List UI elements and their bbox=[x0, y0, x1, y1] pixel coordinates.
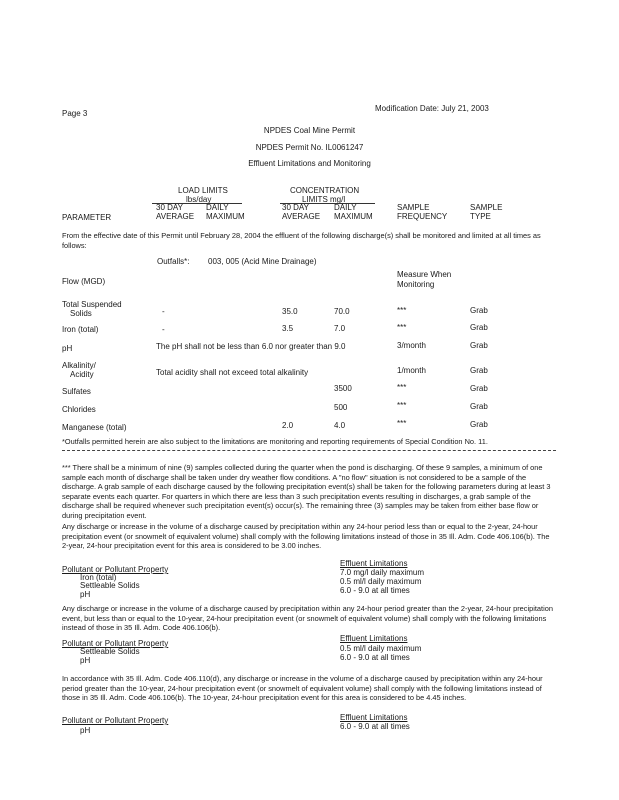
load-limits-heading: LOAD LIMITS bbox=[178, 186, 228, 195]
paragraph-greater-than-10-year: In accordance with 35 Ill. Adm. Code 406.110(d), any discharge or increase in the volume of a discharge caused by precipitation within any 24-hour period greater than the 10-year, 24-hour precipitation event (or snowmelt of equivalent volume) shall comply with the following limitations instead of those in 35 Ill. Adm. Code 406.106(b). The 10-year, 24-hour precipitation event for this area is considered to be 4.45 inches. bbox=[62, 674, 543, 702]
row-ph-name: pH bbox=[62, 344, 73, 353]
concentration-heading: CONCENTRATION bbox=[290, 186, 360, 195]
row-ph-text: The pH shall not be less than 6.0 nor greater than 9.0 bbox=[156, 342, 346, 351]
row-chlorides-type: Grab bbox=[470, 402, 488, 411]
block2-pollutant: pH bbox=[80, 656, 91, 665]
row-alkalinity-name-l1: Alkalinity/ bbox=[62, 361, 96, 370]
permit-number: NPDES Permit No. IL0061247 bbox=[255, 143, 364, 152]
footnote-rule bbox=[62, 450, 556, 451]
row-iron-freq: *** bbox=[397, 323, 407, 332]
row-iron-avg: 3.5 bbox=[282, 324, 294, 333]
block1-limitations-heading: Effluent Limitations bbox=[340, 559, 408, 568]
row-iron-type: Grab bbox=[470, 323, 488, 332]
block2-pollutant: Settleable Solids bbox=[80, 647, 140, 656]
col-load-avg-l2: AVERAGE bbox=[156, 212, 195, 221]
row-manganese-type: Grab bbox=[470, 420, 488, 429]
row-alkalinity-freq: 1/month bbox=[397, 366, 426, 375]
row-alkalinity-text: Total acidity shall not exceed total alkalinity bbox=[156, 368, 309, 377]
col-conc-max-l1: DAILY bbox=[334, 203, 357, 212]
row-flow-freq-l2: Monitoring bbox=[397, 280, 435, 289]
row-tss-name-l2: Solids bbox=[70, 309, 92, 318]
paragraph-2-year-event: Any discharge or increase in the volume of a discharge caused by precipitation within any 24-hour period less than or equal to the 2-year, 24-hour precipitation event (or snowmelt of equivalent volume) shall comply with the following limitations instead of those in 35 Ill. Adm. Code 406.106(b). The 2-year, 24-hour precipitation event for this area is considered to be 3.00 inches. bbox=[62, 522, 550, 550]
row-tss-load-avg: - bbox=[162, 307, 165, 316]
row-manganese-max: 4.0 bbox=[334, 421, 346, 430]
block3-limitations-heading: Effluent Limitations bbox=[340, 713, 408, 722]
row-manganese-freq: *** bbox=[397, 419, 407, 428]
row-ph-freq: 3/month bbox=[397, 341, 426, 350]
modification-date: Modification Date: July 21, 2003 bbox=[375, 104, 489, 113]
concentration-unit: LIMITS mg/l bbox=[302, 195, 346, 204]
row-sulfates-name: Sulfates bbox=[62, 387, 91, 396]
footnote-outfalls: *Outfalls permitted herein are also subject to the limitations are monitoring and reporting requirements of Special Condition No. 11. bbox=[62, 437, 488, 446]
load-limits-unit: lbs/day bbox=[186, 195, 212, 204]
outfalls-value: 003, 005 (Acid Mine Drainage) bbox=[208, 257, 317, 266]
row-iron-max: 7.0 bbox=[334, 324, 346, 333]
row-flow-freq-l1: Measure When bbox=[397, 270, 452, 279]
col-load-avg-l1: 30 DAY bbox=[156, 203, 183, 212]
col-load-max-l2: MAXIMUM bbox=[206, 212, 245, 221]
col-type-l1: SAMPLE bbox=[470, 203, 503, 212]
row-sulfates-freq: *** bbox=[397, 383, 407, 392]
row-tss-avg: 35.0 bbox=[282, 307, 298, 316]
document-subtitle: Effluent Limitations and Monitoring bbox=[248, 159, 371, 168]
row-tss-type: Grab bbox=[470, 306, 488, 315]
row-flow-name: Flow (MGD) bbox=[62, 277, 106, 286]
row-tss-freq: *** bbox=[397, 306, 407, 315]
col-frequency-l2: FREQUENCY bbox=[397, 212, 448, 221]
row-alkalinity-name-l2: Acidity bbox=[70, 370, 94, 379]
row-iron-load-avg: - bbox=[162, 325, 165, 334]
block2-limitation: 0.5 ml/l daily maximum bbox=[340, 644, 422, 653]
row-ph-type: Grab bbox=[470, 341, 488, 350]
block1-limitation: 6.0 - 9.0 at all times bbox=[340, 586, 410, 595]
document-title: NPDES Coal Mine Permit bbox=[263, 126, 356, 135]
block2-pollutant-heading: Pollutant or Pollutant Property bbox=[62, 639, 169, 648]
paragraph-10-year-event: Any discharge or increase in the volume of a discharge caused by precipitation within any 24-hour period greater than the 2-year, 24-hour precipitation event, but less than or equal to the 10-year, 24-hour precipitation event (or snowmelt of equivalent volume) shall comply with the following limitations instead of those in 35 Ill. Adm. Code 406.106(b). bbox=[62, 604, 553, 632]
effective-date-intro: From the effective date of this Permit until February 28, 2004 the effluent of the following discharge(s) shall be monitored and limited at all times as follows: bbox=[62, 231, 541, 250]
block1-limitation: 0.5 ml/l daily maximum bbox=[340, 577, 422, 586]
row-sulfates-type: Grab bbox=[470, 384, 488, 393]
row-tss-name-l1: Total Suspended bbox=[62, 300, 122, 309]
block2-limitation: 6.0 - 9.0 at all times bbox=[340, 653, 410, 662]
col-conc-avg-l2: AVERAGE bbox=[282, 212, 321, 221]
row-tss-max: 70.0 bbox=[334, 307, 350, 316]
block2-limitations-heading: Effluent Limitations bbox=[340, 634, 408, 643]
col-conc-max-l2: MAXIMUM bbox=[334, 212, 373, 221]
block1-pollutant: pH bbox=[80, 590, 91, 599]
col-parameter: PARAMETER bbox=[62, 213, 112, 222]
block1-limitation: 7.0 mg/l daily maximum bbox=[340, 568, 425, 577]
block1-pollutant-heading: Pollutant or Pollutant Property bbox=[62, 565, 169, 574]
row-manganese-avg: 2.0 bbox=[282, 421, 294, 430]
col-load-max-l1: DAILY bbox=[206, 203, 229, 212]
row-sulfates-max: 3500 bbox=[334, 384, 352, 393]
block3-limitation: 6.0 - 9.0 at all times bbox=[340, 722, 410, 731]
block1-pollutant: Settleable Solids bbox=[80, 581, 140, 590]
row-alkalinity-type: Grab bbox=[470, 366, 488, 375]
col-frequency-l1: SAMPLE bbox=[397, 203, 430, 212]
col-conc-avg-l1: 30 DAY bbox=[282, 203, 309, 212]
outfalls-label: Outfalls*: bbox=[157, 257, 190, 266]
row-iron-name: Iron (total) bbox=[62, 325, 99, 334]
row-chlorides-freq: *** bbox=[397, 401, 407, 410]
block3-pollutant-heading: Pollutant or Pollutant Property bbox=[62, 716, 169, 725]
block1-pollutant: Iron (total) bbox=[80, 573, 117, 582]
block3-pollutant: pH bbox=[80, 726, 91, 735]
row-chlorides-max: 500 bbox=[334, 403, 348, 412]
row-chlorides-name: Chlorides bbox=[62, 405, 96, 414]
footnote-sampling: *** There shall be a minimum of nine (9) samples collected during the quarter when the pond is discharging. Of these 9 samples, a minimum of one sample each month of discharge shall be taken under dry weather flow conditions. A "no flow" situation is not considered to be a sample of the discharge. A grab sample of each discharge caused by the following precipitation event(s) shall be taken for the following parameters during at least 3 separate events each quarter. For quarters in which there are less than 3 such precipitation events resulting in discharges, a grab sample of the discharge shall be required whenever such precipitation event(s) occur(s). The remaining three (3) samples may be taken from either base flow or during precipitation event. bbox=[62, 463, 551, 520]
row-manganese-name: Manganese (total) bbox=[62, 423, 127, 432]
col-type-l2: TYPE bbox=[470, 212, 491, 221]
page-number: Page 3 bbox=[62, 109, 88, 118]
